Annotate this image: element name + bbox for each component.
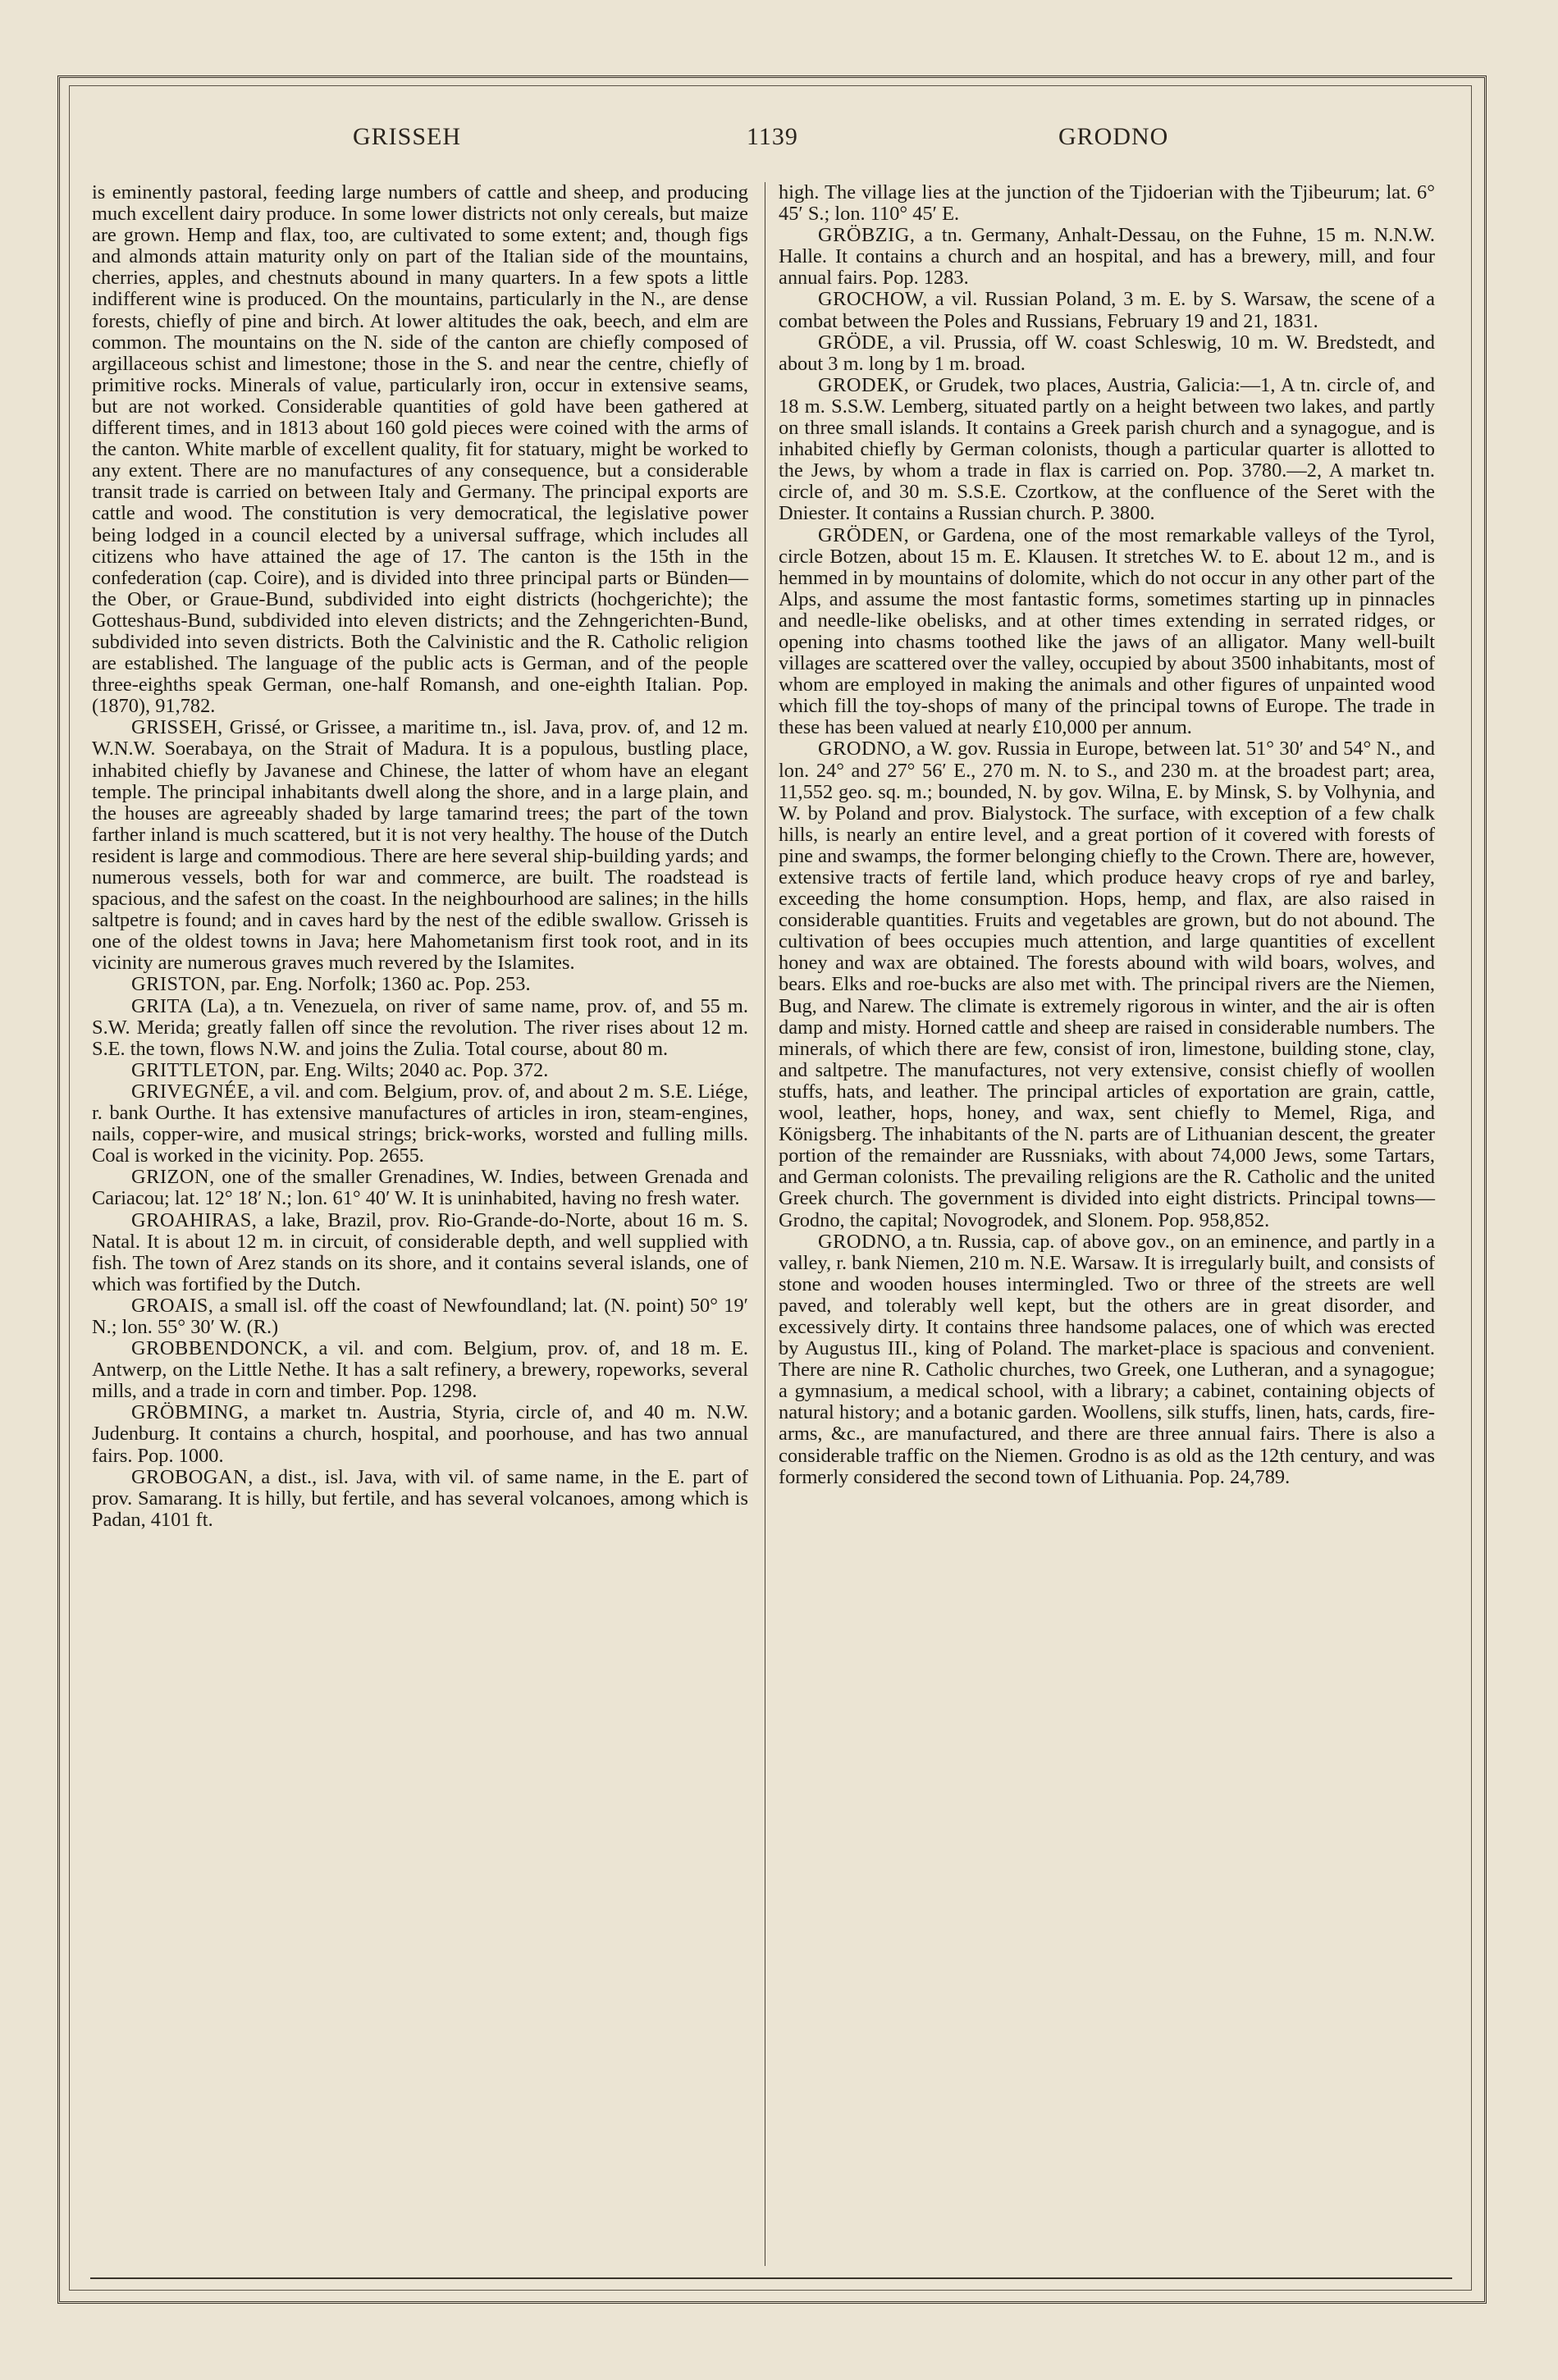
gazetteer-entry xyxy=(779,332,1435,375)
gazetteer-entry xyxy=(92,1295,748,1338)
running-header xyxy=(90,123,1452,172)
entry-text: a vil. and com. Belgium, prov. of, and about 2 m. S.E. Liége, r. bank Ourthe. It has extensive manufactures of articles in iron, steam-engines, nails, copper-wire, and musical strings; brick-works, worsted and fulling mills. Coal is worked in the vicinity. Pop. 2655. xyxy=(92,1080,748,1167)
entry-headword: GRÖBMING, xyxy=(131,1401,249,1424)
gazetteer-entry xyxy=(92,1081,748,1167)
continued-text: high. The village lies at the junction of the Tjidoerian with the Tjibeurum; lat. 6° 45′ S.; lon. 110° 45′ E. xyxy=(779,181,1435,226)
gazetteer-entry xyxy=(779,738,1435,1231)
entry-text: Grissé, or Grissee, a maritime tn., isl. Java, prov. of, and 12 m. W.N.W. Soerabaya, on the Strait of Madura. It is a populous, bustling place, inhabited chiefly by Javanese and Chinese, the latter of whom have an elegant temple. The principal inhabitants dwell along the shore, and in a large plain, and the houses are agreeably shaded by large tamarind trees; the part of the town farther inland is much scattered, but it is not very healthy. The house of the Dutch resident is large and commodious. There are here several ship-building yards; and numerous vessels, both for war and commerce, are built. The roadstead is spacious, and the safest on the coast. In the neighbourhood are salines; in the hills saltpetre is found; and in caves hard by the nest of the edible swallow. Grisseh is one of the oldest towns in Java; here Mahometanism first took root, and in its vicinity are numerous graves much revered by the Islamites. xyxy=(92,716,748,975)
entry-text: a small isl. off the coast of Newfoundland; lat. (N. point) 50° 19′ N.; lon. 55° 30′ W. (R.) xyxy=(92,1294,748,1338)
entry-headword: GROBOGAN, xyxy=(131,1465,254,1488)
entry-headword: GROBBENDONCK, xyxy=(131,1337,308,1360)
gazetteer-entry xyxy=(92,1210,748,1295)
entry-headword: GRÖBZIG, xyxy=(818,224,916,247)
entry-text: a tn. Russia, cap. of above gov., on an eminence, and partly in a valley, r. bank Niemen, 210 m. N.E. Warsaw. It is irregularly built, and consists of stone and wooden houses intermingled. Two or three of the streets are well paved, and tolerably well kept, but the others are in great disorder, and excessively dirty. It contains three handsome palaces, one of which was erected by Augustus III., king of Poland. The market-place is spacious and convenient. There are nine R. Catholic churches, two Greek, one Lutheran, and a synagogue; a gymnasium, a medical school, with a library; a cabinet, containing objects of natural history; and a botanic garden. Woollens, silk stuffs, linen, hats, cards, fire-arms, &c., are manufactured, and there are three annual fairs. There is also a considerable traffic on the Niemen. Grodno is as old as the 12th century, and was formerly considered the second town of Lithuania. Pop. 24,789. xyxy=(779,1230,1435,1488)
entry-text: a dist., isl. Java, with vil. of same name, in the E. part of prov. Samarang. It is hilly, but fertile, and has several volcanoes, among which is Padan, 4101 ft. xyxy=(92,1465,748,1531)
gazetteer-entry xyxy=(92,717,748,974)
entry-headword: GRIVEGNÉE, xyxy=(131,1080,255,1103)
entry-text: par. Eng. Wilts; 2040 ac. Pop. 372. xyxy=(264,1058,549,1081)
bottom-rule xyxy=(90,2277,1452,2279)
gazetteer-entry xyxy=(779,375,1435,525)
entry-headword: GRISTON, xyxy=(131,973,226,996)
right-column xyxy=(779,182,1435,1488)
gazetteer-entry xyxy=(92,974,748,995)
header-first-entry: GRISSEH xyxy=(353,123,462,150)
entry-headword: GROAHIRAS, xyxy=(131,1208,258,1231)
gazetteer-entry xyxy=(92,1402,748,1466)
entry-headword: GRODEK, xyxy=(818,373,910,396)
gazetteer-entry xyxy=(779,1231,1435,1488)
entry-text: one of the smaller Grenadines, W. Indies, between Grenada and Cariacou; lat. 12° 18′ N.; lon. 61° 40′ W. It is uninhabited, having no fresh water. xyxy=(92,1166,748,1210)
entry-text: a vil. Prussia, off W. coast Schleswig, 10 m. W. Bredstedt, and about 3 m. long by 1 m. broad. xyxy=(779,331,1435,375)
gazetteer-entry xyxy=(92,1467,748,1531)
gazetteer-entry xyxy=(779,225,1435,289)
entry-text: (La), a tn. Venezuela, on river of same name, prov. of, and 55 m. S.W. Merida; greatly fallen off since the revolution. The river rises about 12 m. S.E. the town, flows N.W. and joins the Zulia. Total course, about 80 m. xyxy=(92,994,748,1060)
entry-text: or Grudek, two places, Austria, Galicia:—1, A tn. circle of, and 18 m. S.S.W. Lemberg, situated partly on a height between two lakes, and partly on three small islands. It contains a Greek parish church and a synagogue, and is inhabited chiefly by German colonists, though a particular quarter is allotted to the Jews, by whom a trade in flax is carried on. Pop. 3780.—2, A market tn. circle of, and 30 m. S.S.E. Czortkow, at the confluence of the Seret with the Dniester. It contains a Russian church. P. 3800. xyxy=(779,373,1435,525)
gazetteer-entry xyxy=(92,996,748,1060)
entry-text: a W. gov. Russia in Europe, between lat. 51° 30′ and 54° N., and lon. 24° and 27° 56′ E., 270 m. N. to S., and 230 m. at the broadest part; area, 11,552 geo. sq. m.; bounded, N. by gov. Wilna, E. by Minsk, S. by Volhynia, and W. by Poland and prov. Bialystock. The surface, with exception of a few chalk hills, is nearly an entire level, and a great portion of it covered with forests of pine and swamps, the former belonging chiefly to the Crown. There are, however, extensive tracts of fertile land, which produce heavy crops of rye and barley, exceeding the home consumption. Hops, hemp, and flax, are also raised in considerable quantities. Fruits and vegetables are grown, but do not abound. The cultivation of bees occupies much attention, and large quantities of excellent honey and wax are obtained. The forests abound with wild boars, wolves, and bears. Elks and roe-bucks are also met with. The principal rivers are the Niemen, Bug, and Narew. The climate is extremely rigorous in winter, and the air is often damp and misty. Horned cattle and sheep are raised in considerable numbers. The minerals, of which there are few, consist of iron, limestone, building stone, clay, and saltpetre. The manufactures, not very extensive, consist chiefly of woollen stuffs, hats, and leather. The principal articles of exportation are grain, cattle, wool, leather, hops, honey, and wax, sent chiefly to Memel, Riga, and Königsberg. The inhabitants of the N. parts are of Lithuanian descent, the greater portion of the remainder are Russniaks, with about 74,000 Jews, some Tartars, and German colonists. The prevailing religions are the R. Catholic and the united Greek church. The government is divided into eight districts. Principal towns—Grodno, the capital; Novogrodek, and Slonem. Pop. 958,852. xyxy=(779,738,1435,1231)
entry-text: a tn. Germany, Anhalt-Dessau, on the Fuhne, 15 m. N.N.W. Halle. It contains a church and an hospital, and has a brewery, mill, and four annual fairs. Pop. 1283. xyxy=(779,224,1435,290)
gazetteer-entry xyxy=(92,1060,748,1081)
gazetteer-entry xyxy=(779,289,1435,331)
entry-headword: GRODNO, xyxy=(818,1230,911,1253)
gazetteer-entry xyxy=(779,525,1435,739)
entry-headword: GROCHOW, xyxy=(818,288,928,311)
entry-text: par. Eng. Norfolk; 1360 ac. Pop. 253. xyxy=(226,973,531,996)
page-number: 1139 xyxy=(747,123,798,150)
left-column xyxy=(92,182,748,1531)
entry-headword: GROAIS, xyxy=(131,1294,214,1317)
entry-headword: GRODNO, xyxy=(818,738,911,761)
entry-headword: GRITA xyxy=(131,994,194,1017)
entry-text: a lake, Brazil, prov. Rio-Grande-do-Norte, about 16 m. S. Natal. It is about 12 m. in circuit, of considerable depth, and well supplied with fish. The town of Arez stands on its shore, and it contains several islands, one of which was fortified by the Dutch. xyxy=(92,1208,748,1295)
entry-text: or Gardena, one of the most remarkable valleys of the Tyrol, circle Botzen, about 15 m. E. Klausen. It stretches W. to E. about 12 m., and is hemmed in by mountains of dolomite, which do not occur in any other part of the Alps, and assume the most fantastic forms, sometimes starting up in pinnacles and needle-like obelisks, and at other times extending in serrated ridges, or opening into chasms toothed like the jaws of an alligator. Many well-built villages are scattered over the valley, occupied by about 3500 inhabitants, most of whom are employed in making the animals and other figures of unpainted wood which fill the toy-shops of many of the principal towns of Europe. The trade in these has been valued at nearly £10,000 per annum. xyxy=(779,523,1435,739)
entry-headword: GRIZON, xyxy=(131,1166,215,1189)
gazetteer-entry xyxy=(92,1167,748,1209)
entry-headword: GRÖDE, xyxy=(818,331,895,354)
header-last-entry: GRODNO xyxy=(1058,123,1169,150)
entry-headword: GRITTLETON, xyxy=(131,1058,265,1081)
gazetteer-entry xyxy=(92,1338,748,1402)
entry-text: a vil. Russian Poland, 3 m. E. by S. Warsaw, the scene of a combat between the Poles and Russians, February 19 and 21, 1831. xyxy=(779,288,1435,332)
entry-text: a vil. and com. Belgium, prov. of, and 18 m. E. Antwerp, on the Little Nethe. It has a salt refinery, a brewery, ropeworks, several mills, and a trade in corn and timber. Pop. 1298. xyxy=(92,1337,748,1403)
entry-headword: GRÖDEN, xyxy=(818,523,910,546)
continued-text: is eminently pastoral, feeding large numbers of cattle and sheep, and producing much excellent dairy produce. In some lower districts not only cereals, but maize are grown. Hemp and flax, too, are cultivated to some extent; and, though figs and almonds attain maturity only on part of the Italian side of the mountains, cherries, apples, and chestnuts abound in many quarters. In a few spots a little indifferent wine is produced. On the mountains, particularly in the N., are dense forests, chiefly of pine and birch. At lower altitudes the oak, beech, and elm are common. The mountains on the N. side of the canton are chiefly composed of argillaceous schist and limestone; those in the S. and near the centre, chiefly of primitive rocks. Minerals of value, particularly iron, occur in extensive seams, but are not worked. Considerable quantities of gold have been gathered at different times, and in 1813 about 160 gold pieces were coined with the arms of the canton. White marble of excellent quality, fit for statuary, might be worked to any extent. There are no manufactures of any consequence, but a considerable transit trade is carried on between Italy and Germany. The principal exports are cattle and wood. The constitution is very democratical, the legislative power being lodged in a council elected by a universal suffrage, which includes all citizens who have attained the age of 17. The canton is the 15th in the confederation (cap. Coire), and is divided into three principal parts or Bünden—the Ober, or Graue-Bund, subdivided into eight districts (hochgerichte); the Gotteshaus-Bund, subdivided into eleven districts; and the Zehngerichten-Bund, subdivided into seven districts. Both the Calvinistic and the R. Catholic religion are established. The language of the public acts is German, and of the people three-eighths speak German, one-half Romansh, and one-eighth Italian. Pop. (1870), 91,782. xyxy=(92,181,748,718)
entry-headword: GRISSEH, xyxy=(131,716,223,739)
entry-text: a market tn. Austria, Styria, circle of, and 40 m. N.W. Judenburg. It contains a church, hospital, and poorhouse, and has two annual fairs. Pop. 1000. xyxy=(92,1401,748,1467)
